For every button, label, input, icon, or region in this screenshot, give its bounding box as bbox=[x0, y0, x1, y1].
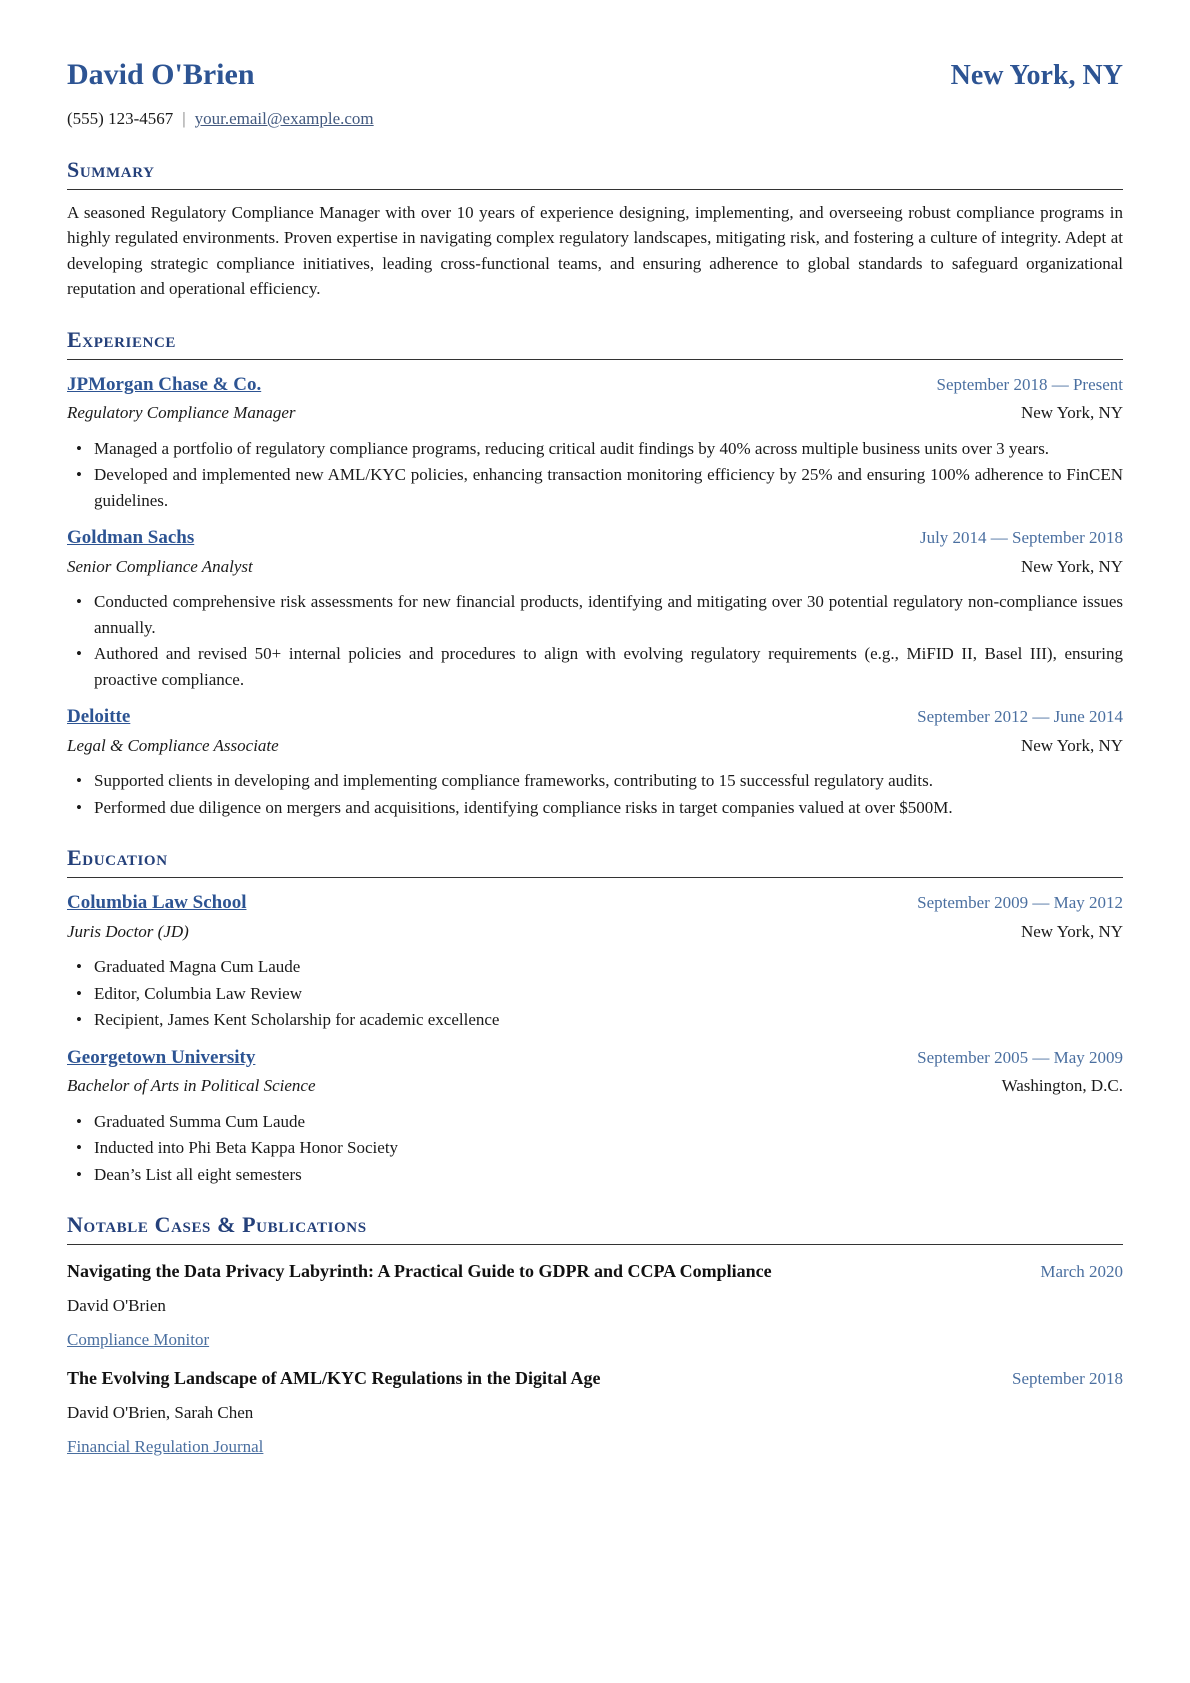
job-title: Legal & Compliance Associate bbox=[67, 735, 279, 755]
section-title-experience: Experience bbox=[67, 323, 1123, 360]
entry-dates: July 2014 — September 2018 bbox=[919, 528, 1123, 547]
publication-venue-link[interactable]: Compliance Monitor bbox=[67, 1329, 210, 1349]
entry-location: New York, NY bbox=[1020, 921, 1123, 941]
company-link-deloitte[interactable]: Deloitte bbox=[67, 706, 131, 727]
job-title: Regulatory Compliance Manager bbox=[67, 403, 296, 422]
bullet-list bbox=[67, 436, 1123, 514]
email-link[interactable]: your.email@example.com bbox=[194, 109, 374, 128]
bullet-list bbox=[67, 1109, 1123, 1188]
bullet-item: • Conducted comprehensive risk assessments for new financial products, identifying and mitigating over 30 potential regulatory non-compliance issues annually. bbox=[67, 589, 1123, 640]
publication-date: March 2020 bbox=[1040, 1262, 1123, 1281]
bullet-item: • Graduated Summa Cum Laude bbox=[67, 1109, 1123, 1135]
school-link-columbia[interactable]: Columbia Law School bbox=[67, 892, 247, 913]
person-name: David O'Brien bbox=[67, 58, 255, 91]
bullet-item: • Managed a portfolio of regulatory compliance programs, reducing critical audit findings by 40% across multiple business units over 3 years. bbox=[67, 436, 1123, 462]
bullet-list bbox=[67, 768, 1123, 820]
header-location: New York, NY bbox=[950, 60, 1123, 91]
company-link-jpmorgan[interactable]: JPMorgan Chase & Co. bbox=[67, 373, 262, 395]
publication-venue-link[interactable]: Financial Regulation Journal bbox=[67, 1436, 264, 1456]
publication-title: The Evolving Landscape of AML/KYC Regulations in the Digital Age bbox=[67, 1368, 601, 1388]
publication-title: Navigating the Data Privacy Labyrinth: A Practical Guide to GDPR and CCPA Compliance bbox=[67, 1261, 772, 1281]
header bbox=[67, 52, 1123, 97]
bullet-item: • Editor, Columbia Law Review bbox=[67, 981, 1123, 1007]
job-title: Senior Compliance Analyst bbox=[67, 556, 253, 576]
company-link-goldman[interactable]: Goldman Sachs bbox=[67, 527, 195, 548]
degree-title: Bachelor of Arts in Political Science bbox=[67, 1076, 316, 1095]
bullet-item: • Authored and revised 50+ internal policies and procedures to align with evolving regulatory requirements (e.g., MiFID II, Basel III), ensuring proactive compliance. bbox=[67, 641, 1123, 692]
publication-authors: David O'Brien, Sarah Chen bbox=[67, 1403, 254, 1422]
entry-location: Washington, D.C. bbox=[1001, 1076, 1123, 1095]
bullet-item: • Performed due diligence on mergers and acquisitions, identifying compliance risks in target companies valued at over $500M. bbox=[67, 795, 1123, 821]
entry-dates: September 2018 — Present bbox=[936, 374, 1123, 394]
publication-entry bbox=[67, 1258, 1123, 1352]
publication-entry bbox=[67, 1365, 1123, 1459]
bullet-item: • Inducted into Phi Beta Kappa Honor Society bbox=[67, 1135, 1123, 1161]
entry-dates: September 2005 — May 2009 bbox=[917, 1047, 1123, 1067]
section-title-education: Education bbox=[67, 841, 1123, 878]
summary-text: A seasoned Regulatory Compliance Manager with over 10 years of experience designing, implementing, and overseeing robust compliance programs in highly regulated environments. Proven expertise in navigating complex regulatory landscapes, mitigating risk, and fostering a culture of integrity. Adept at developing strategic compliance initiatives, leading cross-functional teams, and ensuring adherence to global standards to safeguard organizational reputation and operational efficiency. bbox=[67, 202, 1123, 298]
bullet-item: • Graduated Magna Cum Laude bbox=[67, 954, 1123, 980]
experience-entry-deloitte bbox=[67, 703, 1123, 820]
entry-location: New York, NY bbox=[1020, 403, 1123, 422]
phone-number: (555) 123-4567 bbox=[67, 109, 174, 128]
bullet-item: • Supported clients in developing and implementing compliance frameworks, contributing to 15 successful regulatory audits. bbox=[67, 768, 1123, 794]
bullet-item: • Recipient, James Kent Scholarship for academic excellence bbox=[67, 1007, 1123, 1033]
entry-location: New York, NY bbox=[1020, 735, 1123, 755]
bullet-list bbox=[67, 589, 1123, 692]
entry-dates: September 2012 — June 2014 bbox=[917, 707, 1123, 726]
entry-location: New York, NY bbox=[1020, 556, 1123, 576]
section-title-summary: Summary bbox=[67, 153, 1123, 190]
contact-separator: | bbox=[182, 109, 186, 128]
bullet-item: • Dean’s List all eight semesters bbox=[67, 1162, 1123, 1188]
bullet-list bbox=[67, 954, 1123, 1033]
education-entry-georgetown bbox=[67, 1044, 1123, 1188]
contact-row bbox=[67, 106, 1123, 132]
experience-entry-goldman bbox=[67, 524, 1123, 692]
entry-dates: September 2009 — May 2012 bbox=[917, 893, 1123, 912]
publication-date: September 2018 bbox=[1012, 1369, 1123, 1388]
degree-title: Juris Doctor (JD) bbox=[67, 921, 189, 941]
experience-entry-jpmorgan bbox=[67, 371, 1123, 514]
school-link-georgetown[interactable]: Georgetown University bbox=[67, 1046, 256, 1068]
education-entry-columbia bbox=[67, 889, 1123, 1033]
section-title-publications: Notable Cases & Publications bbox=[67, 1208, 1123, 1245]
bullet-item: • Developed and implemented new AML/KYC policies, enhancing transaction monitoring efficiency by 25% and ensuring 100% adherence to FinCEN guidelines. bbox=[67, 462, 1123, 513]
publication-authors: David O'Brien bbox=[67, 1296, 166, 1315]
